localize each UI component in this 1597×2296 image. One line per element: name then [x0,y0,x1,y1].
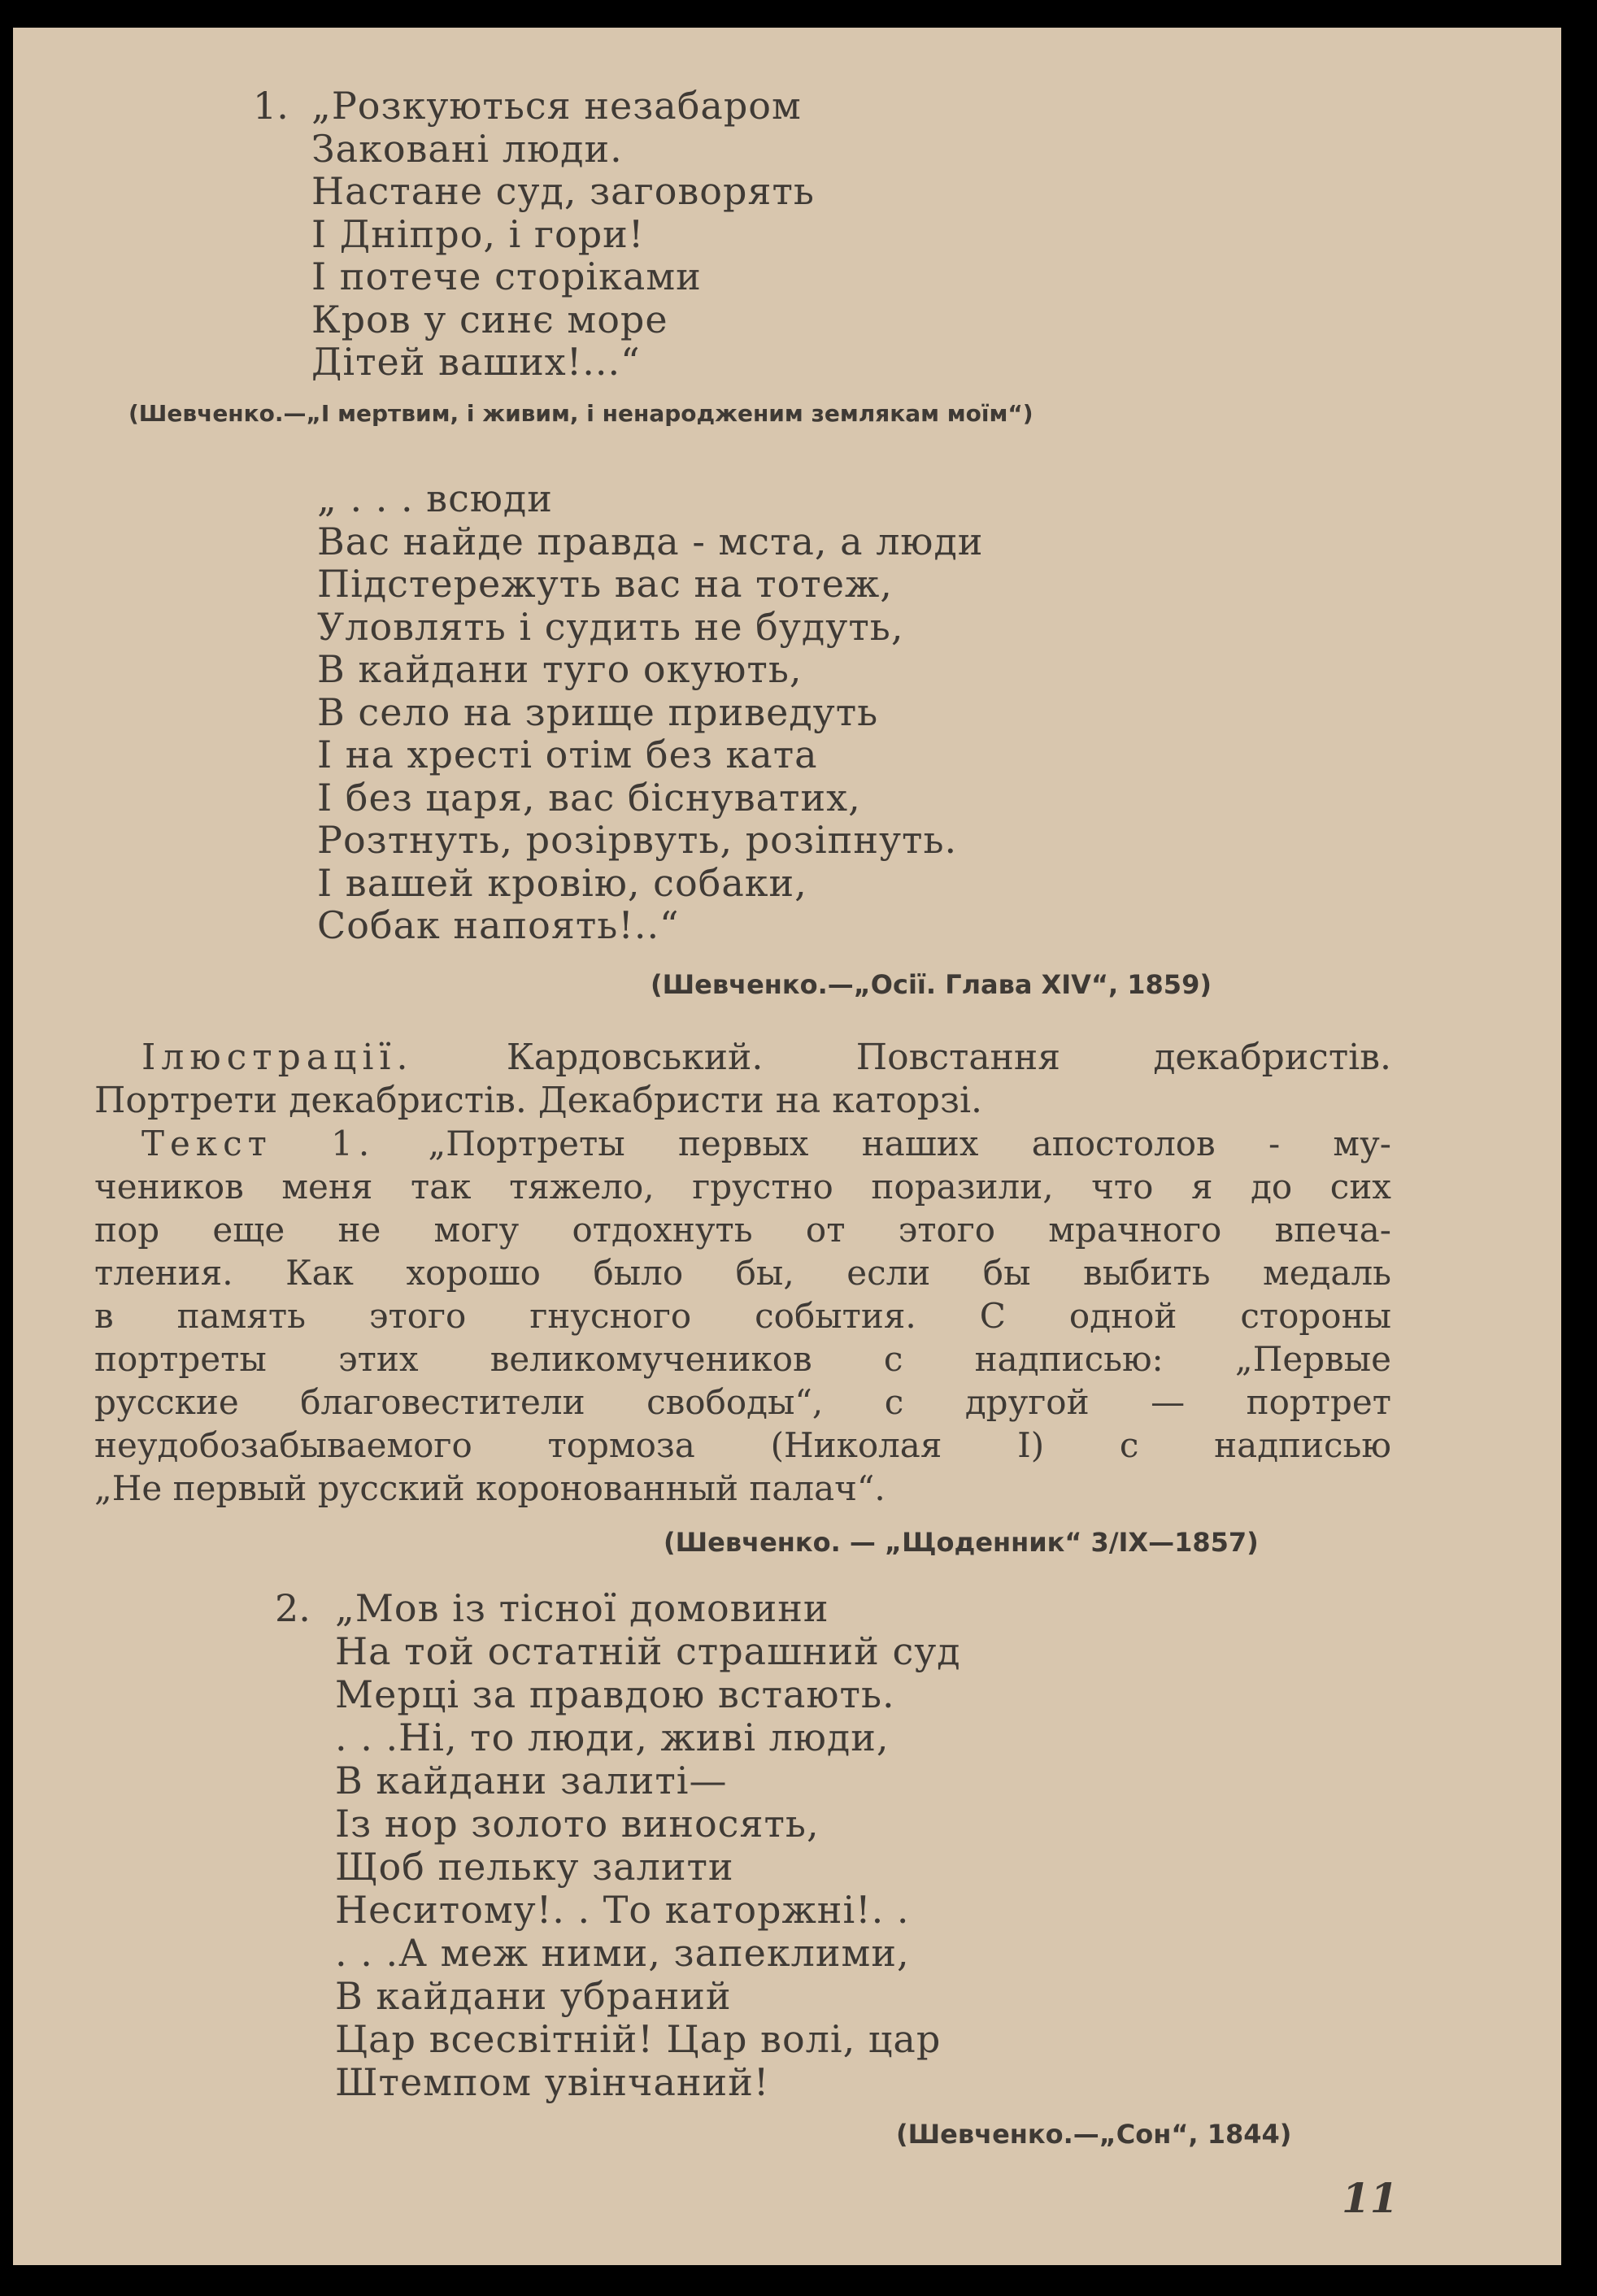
verse-line: Вас найде правда - мста, а люди [317,519,984,563]
verse-line: Дітей ваших!...“ [311,340,641,384]
verse-line: „Мов із тісної домовини [335,1586,829,1630]
verse-line: „Розкуються незабаром [311,84,802,128]
prose-line: в память этого гнусного события. С одной стороны [94,1296,1391,1336]
verse-3 [335,1587,961,2104]
verse-line: Собак напоять!..“ [317,903,680,947]
illustrations-line-1 [94,1036,1391,1079]
verse-line: Із нор золото виносять, [335,1802,820,1846]
verse-line: Штемпом увінчаний! [335,2060,770,2104]
prose-line: русские благовестители свободы“, с другой — портрет [94,1382,1391,1422]
prose-line: тления. Как хорошо было бы, если бы выбить медаль [94,1253,1391,1293]
illustrations-line-2: Портрети декабристів. Декабристи на каторзі. [94,1080,983,1121]
verse-line: Щоб пельку залити [335,1845,734,1889]
verse-line: І вашей кровію, собаки, [317,860,807,905]
verse-line: В кайдани залиті— [335,1759,728,1802]
verse-line: На той остатній страшний суд [335,1629,961,1673]
verse-line: „ . . . всюди [317,476,553,520]
verse-line: І на хресті отім без ката [317,733,818,776]
text1-label: Текст 1. [141,1124,376,1163]
verse-line: . . .А меж ними, запеклими, [335,1931,910,1975]
verse-line: Підстережуть вас на тотеж, [317,562,893,606]
prose-line: „Не первый русский коронованный палач“. [94,1468,886,1508]
book-page [13,28,1561,2265]
verse-line: Настане суд, заговорять [311,169,815,213]
verse-line: І Дніпро, і гори! [311,211,645,256]
illustrations-label: Ілюстрації. [141,1037,414,1078]
prose-line: неудобозабываемого тормоза (Николая I) с надписью [94,1425,1391,1465]
verse-line: Неситому!. . То каторжні!. . [335,1888,910,1932]
verse-line: І без царя, вас біснуватих, [317,775,861,820]
verse-line: В кайдани туго окують, [317,647,803,691]
illustrations-text: Кардовський. Повстання декабристів. [506,1037,1391,1078]
verse-number: 1. [253,84,289,128]
verse-line: В село на зрище приведуть [317,689,879,734]
verse-line: В кайдани убраний [335,1974,732,2018]
illustrations-paragraph [94,1036,1391,1122]
verse-line: Цар всесвітній! Цар волі, цар [335,2017,942,2061]
verse-line: . . .Ні, то люди, живі люди, [335,1715,890,1759]
verse-line: Мерці за правдою встають. [335,1672,895,1716]
page-number: 11 [1342,2174,1399,2222]
attribution: (Шевченко.—„Сон“, 1844) [896,2119,1292,2150]
verse-1 [311,85,815,384]
verse-line: Кров у синє море [311,297,668,341]
text1-text: „Портреты первых наших апостолов - му- [428,1124,1391,1163]
verse-line: Розтнуть, розірвуть, розіпнуть. [317,818,958,862]
prose-line: портреты этих великомучеников с надписью: „Первые [94,1339,1391,1379]
text1-line-1 [94,1122,1391,1165]
attribution: (Шевченко.—„І мертвим, і живим, і ненародженим землякам моїм“) [128,400,1033,427]
attribution: (Шевченко. — „Щоденник“ 3/IX—1857) [664,1527,1259,1558]
verse-2 [317,477,983,947]
prose-line: чеников меня так тяжело, грустно поразили, что я до сих [94,1167,1391,1207]
text1-paragraph [94,1122,1391,1510]
attribution: (Шевченко.—„Осії. Глава XIV“, 1859) [651,969,1212,1000]
verse-line: Уловлять і судить не будуть, [317,604,904,649]
verse-line: І потече сторіками [311,254,702,298]
verse-number: 2. [275,1586,311,1630]
verse-line: Заковані люди. [311,126,623,171]
prose-line: пор еще не могу отдохнуть от этого мрачного впеча- [94,1210,1391,1250]
